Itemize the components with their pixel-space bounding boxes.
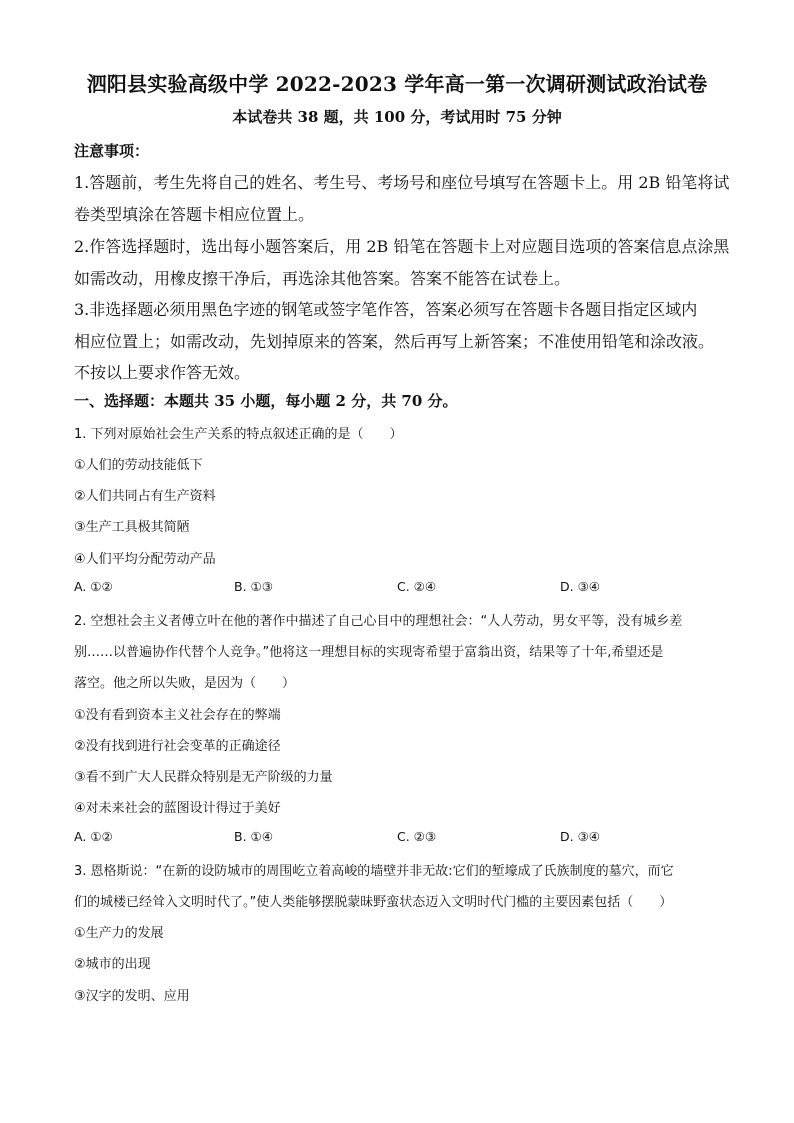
option-d: D. ③④ — [560, 829, 600, 844]
option-a: A. ①② — [74, 829, 113, 844]
notice-line: 不按以上要求作答无效。 — [74, 363, 251, 382]
question-item: ③看不到广大人民群众特别是无产阶级的力量 — [74, 770, 333, 785]
question-item: ①没有看到资本主义社会存在的弊端 — [74, 708, 281, 723]
question-item: ④人们平均分配劳动产品 — [74, 552, 216, 567]
question-stem: 1. 下列对原始社会生产关系的特点叙述正确的是（ ） — [74, 427, 403, 442]
option-b: B. ①③ — [234, 579, 273, 594]
answer-options — [74, 829, 734, 847]
notice-line: 如需改动，用橡皮擦干净后，再选涂其他答案。答案不能答在试卷上。 — [74, 269, 571, 288]
question-stem: 3. 恩格斯说：“在新的设防城市的周围屹立着高峻的墙壁并非无故:它们的堑壕成了氏族制度的墓穴，而它 — [74, 864, 674, 879]
notice-line: 3.非选择题必须用黑色字迹的钢笔或签字笔作答，答案必须写在答题卡各题目指定区域内 — [74, 300, 698, 319]
exam-title: 泗阳县实验高级中学 2022-2023 学年高一第一次调研测试政治试卷 — [86, 72, 708, 96]
question-item: ①人们的劳动技能低下 — [74, 458, 203, 473]
question-item: ②人们共同占有生产资料 — [74, 489, 216, 504]
option-b: B. ①④ — [234, 829, 273, 844]
option-a: A. ①② — [74, 579, 113, 594]
notice-heading: 注意事项： — [74, 142, 150, 160]
section-heading: 一、选择题：本题共 35 小题，每小题 2 分，共 70 分。 — [74, 392, 458, 410]
question-stem: 落空。他之所以失败，是因为（ ） — [74, 676, 296, 691]
notice-line: 卷类型填涂在答题卡相应位置上。 — [74, 205, 315, 224]
option-c: C. ②③ — [397, 829, 437, 844]
question-stem: 2. 空想社会主义者傅立叶在他的著作中描述了自己心目中的理想社会：“人人劳动，男女平等，没有城乡差 — [74, 614, 683, 629]
question-item: ①生产力的发展 — [74, 926, 164, 941]
question-stem: 们的城楼已经耸入文明时代了。”使人类能够摆脱蒙昧野蛮状态迈入文明时代门槛的主要因素包括（ ） — [74, 895, 673, 910]
option-d: D. ③④ — [560, 579, 600, 594]
question-item: ③汉字的发明、应用 — [74, 989, 190, 1004]
notice-line: 相应位置上；如需改动，先划掉原来的答案，然后再写上新答案；不准使用铅笔和涂改液。 — [74, 332, 715, 351]
exam-subtitle: 本试卷共 38 题，共 100 分，考试用时 75 分钟 — [232, 108, 562, 126]
notice-line: 2.作答选择题时，选出每小题答案后，用 2B 铅笔在答题卡上对应题目选项的答案信息点涂黑 — [74, 237, 730, 256]
option-c: C. ②④ — [397, 579, 437, 594]
question-item: ③生产工具极其简陋 — [74, 520, 190, 535]
question-item: ②城市的出现 — [74, 957, 151, 972]
question-item: ④对未来社会的蓝图设计得过于美好 — [74, 801, 281, 816]
answer-options — [74, 579, 734, 597]
notice-line: 1.答题前，考生先将自己的姓名、考生号、考场号和座位号填写在答题卡上。用 2B 铅笔将试 — [74, 173, 730, 192]
question-item: ②没有找到进行社会变革的正确途径 — [74, 739, 281, 754]
question-stem: 别……以普遍协作代替个人竞争。”他将这一理想目标的实现寄希望于富翁出资，结果等了十年,希望还是 — [74, 645, 664, 660]
